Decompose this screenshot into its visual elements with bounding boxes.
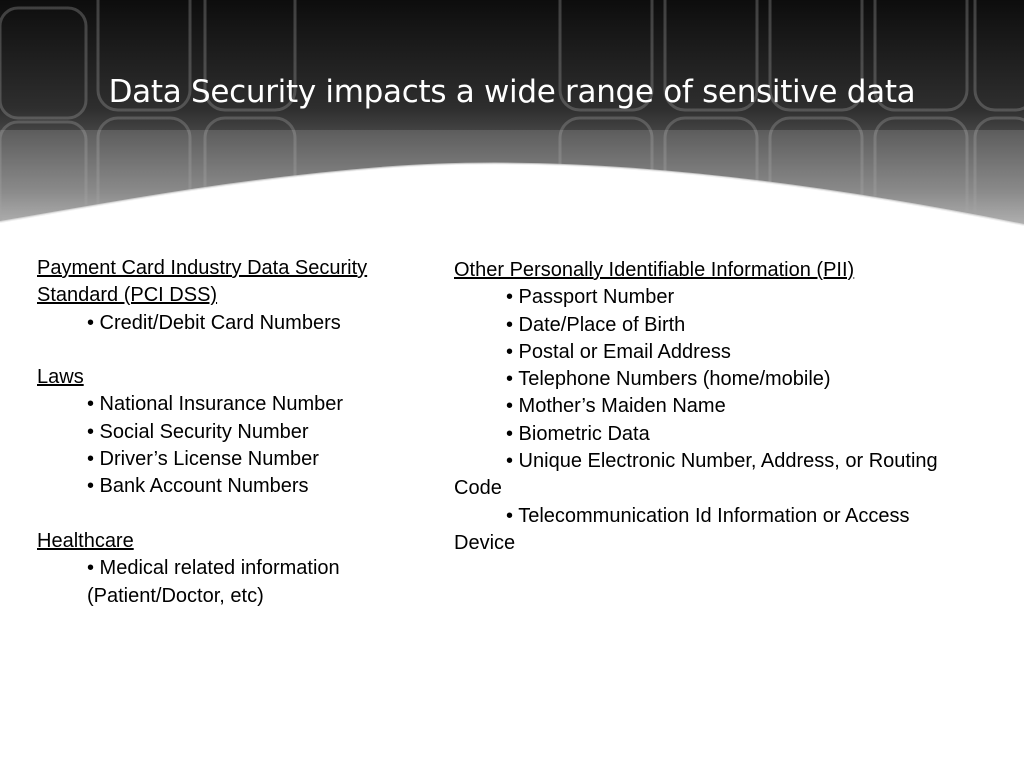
pci-dss-heading-line1: Payment Card Industry Data Security <box>37 257 368 279</box>
list-item: • Postal or Email Address <box>506 340 731 363</box>
laws-section <box>37 364 427 500</box>
pci-dss-heading-line2: Standard (PCI DSS) <box>37 284 218 307</box>
list-item: • Unique Electronic Number, Address, or Routing <box>506 450 938 473</box>
list-item-continuation: Code <box>454 477 502 500</box>
list-item: • Biometric Data <box>506 422 650 445</box>
list-item-continuation: (Patient/Doctor, etc) <box>87 584 264 607</box>
list-item: • Bank Account Numbers <box>87 475 309 498</box>
pii-heading: Other Personally Identifiable Information (PII) <box>454 259 855 281</box>
list-item: • Mother’s Maiden Name <box>506 395 726 418</box>
slide-title: Data Security impacts a wide range of sensitive data <box>108 74 916 110</box>
list-item: • Telecommunication Id Information or Access <box>506 504 910 527</box>
left-column <box>37 255 427 610</box>
list-item: • Medical related information <box>87 557 340 580</box>
healthcare-section <box>37 528 427 610</box>
right-column <box>454 257 1009 557</box>
list-item: • Telephone Numbers (home/mobile) <box>506 368 831 391</box>
laws-heading: Laws <box>37 366 84 389</box>
header-background <box>0 0 1024 240</box>
pci-dss-section <box>37 255 427 337</box>
healthcare-heading: Healthcare <box>37 529 134 552</box>
list-item-continuation: Device <box>454 531 516 554</box>
list-item: • Credit/Debit Card Numbers <box>87 311 341 334</box>
list-item: • Social Security Number <box>87 420 309 443</box>
spacer <box>37 501 427 528</box>
list-item: • Date/Place of Birth <box>506 313 686 336</box>
spacer <box>37 337 427 364</box>
list-item: • National Insurance Number <box>87 393 344 416</box>
list-item: • Driver’s License Number <box>87 448 319 471</box>
list-item: • Passport Number <box>506 286 675 309</box>
